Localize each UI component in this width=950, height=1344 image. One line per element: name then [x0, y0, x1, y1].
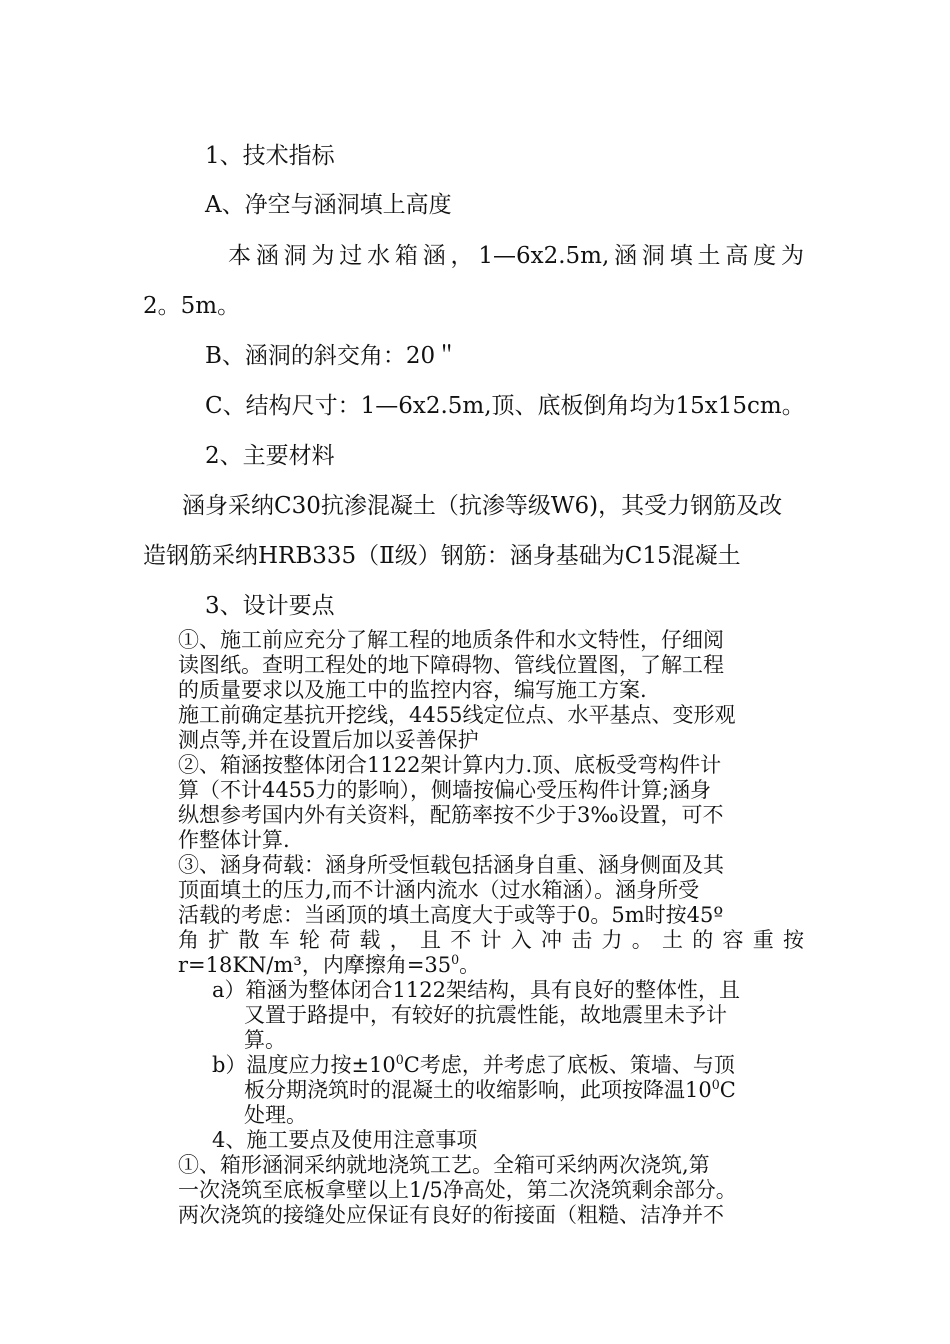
superscript: 0 [451, 952, 460, 967]
sub-item-b-text: b）温度应力按±10 [212, 1053, 396, 1077]
design-point-2-line: 纵想参考国内外有关资料，配筋率按不少于3‰设置，可不 [178, 803, 724, 827]
superscript: 0 [711, 1077, 720, 1092]
section-b-line: B、涵洞的斜交角：20＂ [205, 343, 459, 369]
design-point-1-line: 的质量要求以及施工中的监控内容，编写施工方案. [178, 678, 647, 702]
design-point-3-line: 顶面填土的压力,而不计涵内流水（过水箱涵）。涵身所受 [178, 878, 700, 902]
sub-item-b-text: C [719, 1078, 736, 1102]
design-point-3-line: 角扩散车轮荷载，且不计入冲击力。土的容重按 [178, 928, 804, 952]
design-point-2-line: ②、箱涵按整体闭合1122架计算内力.顶、底板受弯构件计 [178, 753, 722, 777]
sub-item-b-line [244, 1074, 736, 1104]
materials-line: 造钢筋采纳HRB335（Ⅱ级）钢筋：涵身基础为C15混凝土 [143, 543, 741, 569]
design-point-1-line: ①、施工前应充分了解工程的地质条件和水文特性，仔细阅 [178, 628, 724, 652]
design-point-3-text: r=18KN/m³，内摩擦角=35 [178, 953, 452, 977]
construction-point-1-line: 一次浇筑至底板拿壁以上1/5净高处，第二次浇筑剩余部分。 [178, 1178, 737, 1202]
section-2-heading: 2、主要材料 [205, 443, 335, 469]
materials-line: 涵身采纳C30抗渗混凝土（抗渗等级W6)，其受力钢筋及改 [182, 493, 783, 519]
sub-item-b-text: 板分期浇筑时的混凝土的收缩影响，此项按降温10 [244, 1078, 712, 1102]
design-point-1-line: 读图纸。查明工程处的地下障碍物、管线位置图，了解工程 [178, 653, 724, 677]
sub-item-b-line: 处理。 [244, 1103, 307, 1127]
section-1-heading: 1、技术指标 [205, 143, 335, 169]
section-a-body-line: 2。5m。 [143, 293, 241, 319]
section-a-body-line: 本涵洞为过水箱涵，1—6x2.5m,涵洞填土高度为 [228, 243, 804, 269]
section-a-heading: A、净空与涵洞填上高度 [205, 192, 452, 218]
design-point-3-line: 活载的考虑：当函顶的填土高度大于或等于0。5m时按45º [178, 903, 724, 927]
superscript: 0 [395, 1052, 404, 1067]
design-point-3-text: 。 [459, 953, 481, 977]
sub-item-b-text: C考虑，并考虑了底板、策墙、与顶 [403, 1053, 735, 1077]
construction-point-1-line: ①、箱形涵洞采纳就地浇筑工艺。全箱可采纳两次浇筑,第 [178, 1153, 710, 1177]
section-c-line: C、结构尺寸：1—6x2.5m,顶、底板倒角均为15x15cm。 [205, 393, 805, 419]
construction-point-1-line: 两次浇筑的接缝处应保证有良好的衔接面（粗糙、洁净并不 [178, 1203, 724, 1227]
sub-item-a-line: 又置于路提中，有较好的抗震性能，故地震里未予计 [244, 1003, 727, 1027]
section-3-heading: 3、设计要点 [205, 593, 335, 619]
design-point-1-line: 测点等,并在设置后加以妥善保护 [178, 728, 479, 752]
sub-item-a-line: a）箱涵为整体闭合1122架结构，具有良好的整体性，且 [212, 978, 740, 1002]
section-4-heading: 4、施工要点及使用注意事项 [212, 1128, 478, 1152]
design-point-3-line: ③、涵身荷载：涵身所受恒载包括涵身自重、涵身侧面及其 [178, 853, 724, 877]
design-point-2-line: 算（不计4455力的影响），侧墙按偏心受压构件计算;涵身 [178, 778, 712, 802]
design-point-2-line: 作整体计算. [178, 828, 290, 852]
sub-item-a-line: 算。 [244, 1028, 286, 1052]
design-point-1-line: 施工前确定基抗开挖线，4455线定位点、水平基点、变形观 [178, 703, 736, 727]
